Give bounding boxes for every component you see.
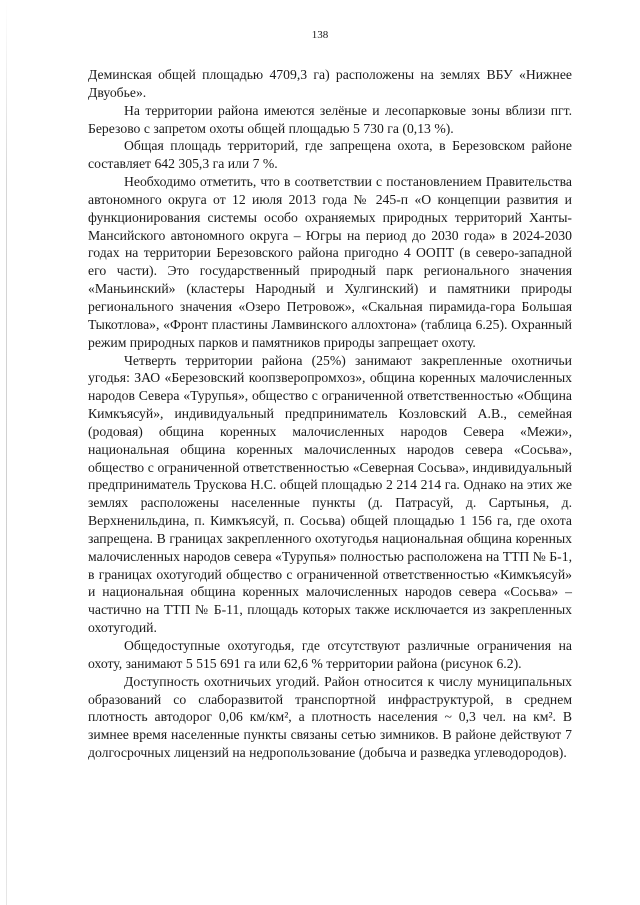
paragraph: Деминская общей площадью 4709,3 га) расположены на землях ВБУ «Нижнее Двуобье». [88, 67, 572, 100]
page-number: 138 [311, 29, 329, 41]
scan-edge [6, 0, 7, 905]
paragraph: Общая площадь территорий, где запрещена охота, в Березовском районе составляет 642 305,3 га или 7 %. [88, 138, 572, 172]
paragraph: Общедоступные охотугодья, где отсутствуют различные ограничения на охоту, занимают 5 515 691 га или 62,6 % территории района (рисунок 6.2). [88, 638, 572, 671]
paragraph: На территории района имеются зелёные и лесопарковые зоны вблизи пгт. Березово с запретом охоты общей площадью 5 730 га (0,13 %). [88, 102, 572, 136]
paragraph: Доступность охотничьих угодий. Район относится к числу муниципальных образований со слаборазвитой транспортной инфраструктурой, в среднем плотность автодорог 0,06 км/км², а плотность населения ~ 0,3 чел. на км². В зимнее время населенные пункты связаны сетью зимников. В районе действуют 7 долгосрочных лицензий на недропользование (добыча и разведка углеводородов). [88, 673, 572, 761]
paragraph: Необходимо отметить, что в соответствии с постановлением Правительства автономного округа от 12 июля 2013 года № 245-п «О концепции развития и функционирования системы особо охраняемых природных территорий Ханты-Мансийского автономного округа – Югры на период до 2030 года» в 2024-2030 годах на территории Березовского района пригодно 4 ООПТ (в северо-западной его части). Это государственный природный парк регионального значения «Маньинский» (кластеры Народный и Хулгинский) и памятники природы регионального значения «Озеро Петровож», «Скальная пирамида-гора Большая Тыкотлова», «Фронт пластины Ламвинского аллохтона» (таблица 6.25). Охранный режим природных парков и памятников природы запрещает охоту. [88, 174, 572, 350]
document-body [88, 66, 572, 762]
paragraph: Четверть территории района (25%) занимают закрепленные охотничьи угодья: ЗАО «Березовский коопзверопромхоз», община коренных малочисленных народов Севера «Турупья», общество с ограниченной ответственностью «Община Кимкъясуй», индивидуальный предприниматель Козловский А.В., семейная (родовая) община коренных малочисленных народов Севера «Межи», национальная община коренных малочисленных народов севера «Сосьва», общество с ограниченной ответственностью «Северная Сосьва», индивидуальный предприниматель Трускова Н.С. общей площадью 2 214 214 га. Однако на этих же землях расположены населенные пункты (д. Патрасуй, д. Сартынья, д. Верхненильдина, п. Кимкъясуй, п. Сосьва) общей площадью 1 156 га, где охота запрещена. В границах закрепленного охотугодья национальная община коренных малочисленных народов севера «Турупья» полностью расположена на ТТП № Б-1, в границах охотугодий общество с ограниченной ответственностью «Кимкъясуй» и национальная община коренных малочисленных народов севера «Сосьва» – частично на ТТП № Б-11, площадь которых также исключается из закрепленных охотугодий. [88, 352, 572, 636]
